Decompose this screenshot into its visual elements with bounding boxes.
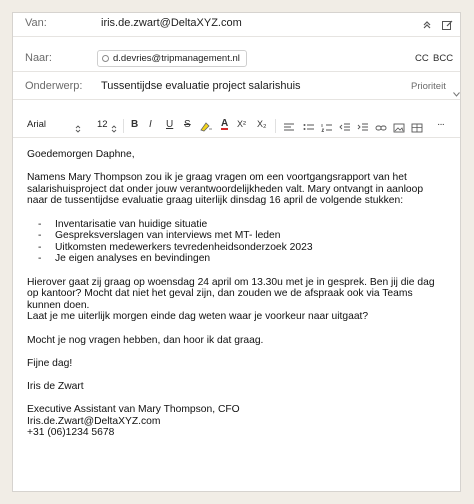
chevron-down-icon — [453, 84, 460, 102]
highlight-icon[interactable] — [199, 120, 213, 138]
subject-label: Onderwerp: — [25, 80, 83, 92]
list-item: - Uitkomsten medewerkers tevredenheidsonderzoek 2023 — [27, 242, 447, 254]
greeting: Goedemorgen Daphne, — [27, 149, 135, 160]
bullet-list-icon[interactable] — [303, 120, 315, 138]
numbered-list-icon[interactable] — [321, 120, 333, 138]
link-icon[interactable] — [375, 120, 387, 138]
italic-button[interactable]: I — [149, 119, 152, 130]
font-family-select[interactable]: Arial — [27, 119, 47, 130]
signature — [27, 404, 447, 439]
underline-button[interactable]: U — [166, 119, 174, 130]
paragraph-meeting: Hierover gaat zij graag op woensdag 24 april om 13.30u met je in gesprek. Ben jij die dag op kantoor? Mocht dat niet het geval zijn, dan zouden we de afspraak ook via Teams kunnen doen. Laat je me uiterlijk morgen einde dag weten waar je voorkeur naar uitgaat? — [27, 276, 435, 323]
to-label: Naar: — [25, 52, 52, 64]
signature-phone: +31 (06)1234 5678 — [27, 427, 115, 439]
subject-field[interactable]: Tussentijdse evaluatie project salarishuis — [101, 80, 301, 92]
subscript-button[interactable]: X₂ — [257, 119, 267, 129]
align-left-icon[interactable] — [283, 120, 295, 138]
strikethrough-button[interactable]: S — [184, 119, 191, 130]
requested-items-list — [27, 219, 447, 265]
toolbar-divider — [123, 119, 124, 133]
edit-icon[interactable] — [441, 18, 453, 36]
bcc-button[interactable]: BCC — [433, 53, 454, 64]
sender-name: Iris de Zwart — [27, 380, 84, 392]
cc-button[interactable]: CC — [415, 53, 429, 64]
from-field[interactable]: iris.de.zwart@DeltaXYZ.com — [101, 17, 242, 29]
indent-icon[interactable] — [357, 120, 369, 138]
paragraph-questions: Mocht je nog vragen hebben, dan hoor ik dat graag. — [27, 334, 264, 346]
more-options-button[interactable]: ··· — [437, 119, 444, 130]
paragraph-request: Namens Mary Thompson zou ik je graag vragen om een voortgangsrapport van het salarishuisproject dat onder jouw verantwoordelijkheden valt. Mary ontvangt in aanloop naar de tussentijdse evaluatie graag uiterlijk dinsdag 16 april de volgende stukken: — [27, 172, 424, 207]
list-item: - Je eigen analyses en bevindingen — [27, 253, 447, 265]
signature-title: Executive Assistant van Mary Thompson, CFO — [27, 404, 240, 416]
email-body[interactable] — [27, 149, 447, 450]
image-icon[interactable] — [393, 120, 405, 138]
font-chevron-icon[interactable] — [75, 121, 81, 139]
from-label: Van: — [25, 17, 47, 29]
signature-email: Iris.de.Zwart@DeltaXYZ.com — [27, 415, 161, 427]
recipient-address: d.devries@tripmanagement.nl — [113, 53, 240, 64]
size-chevron-icon[interactable] — [111, 121, 117, 139]
list-item: - Inventarisatie van huidige situatie — [27, 219, 447, 231]
priority-dropdown[interactable]: Prioriteit — [411, 81, 446, 92]
double-chevron-up-icon[interactable] — [421, 18, 433, 36]
text-color-button[interactable]: A — [221, 118, 229, 129]
bold-button[interactable]: B — [131, 119, 139, 130]
email-compose-window — [12, 12, 461, 492]
superscript-button[interactable]: X² — [237, 119, 246, 129]
table-icon[interactable] — [411, 120, 423, 138]
to-row — [13, 48, 460, 72]
recipient-chip[interactable] — [97, 50, 247, 67]
contact-status-icon — [102, 55, 109, 62]
formatting-toolbar — [13, 114, 460, 138]
from-row — [13, 13, 460, 37]
closing: Fijne dag! — [27, 357, 73, 369]
outdent-icon[interactable] — [339, 120, 351, 138]
toolbar-divider — [275, 119, 276, 133]
font-size-select[interactable]: 12 — [97, 119, 108, 130]
list-item: - Gespreksverslagen van interviews met MT- leden — [27, 230, 447, 242]
subject-row — [13, 76, 460, 100]
